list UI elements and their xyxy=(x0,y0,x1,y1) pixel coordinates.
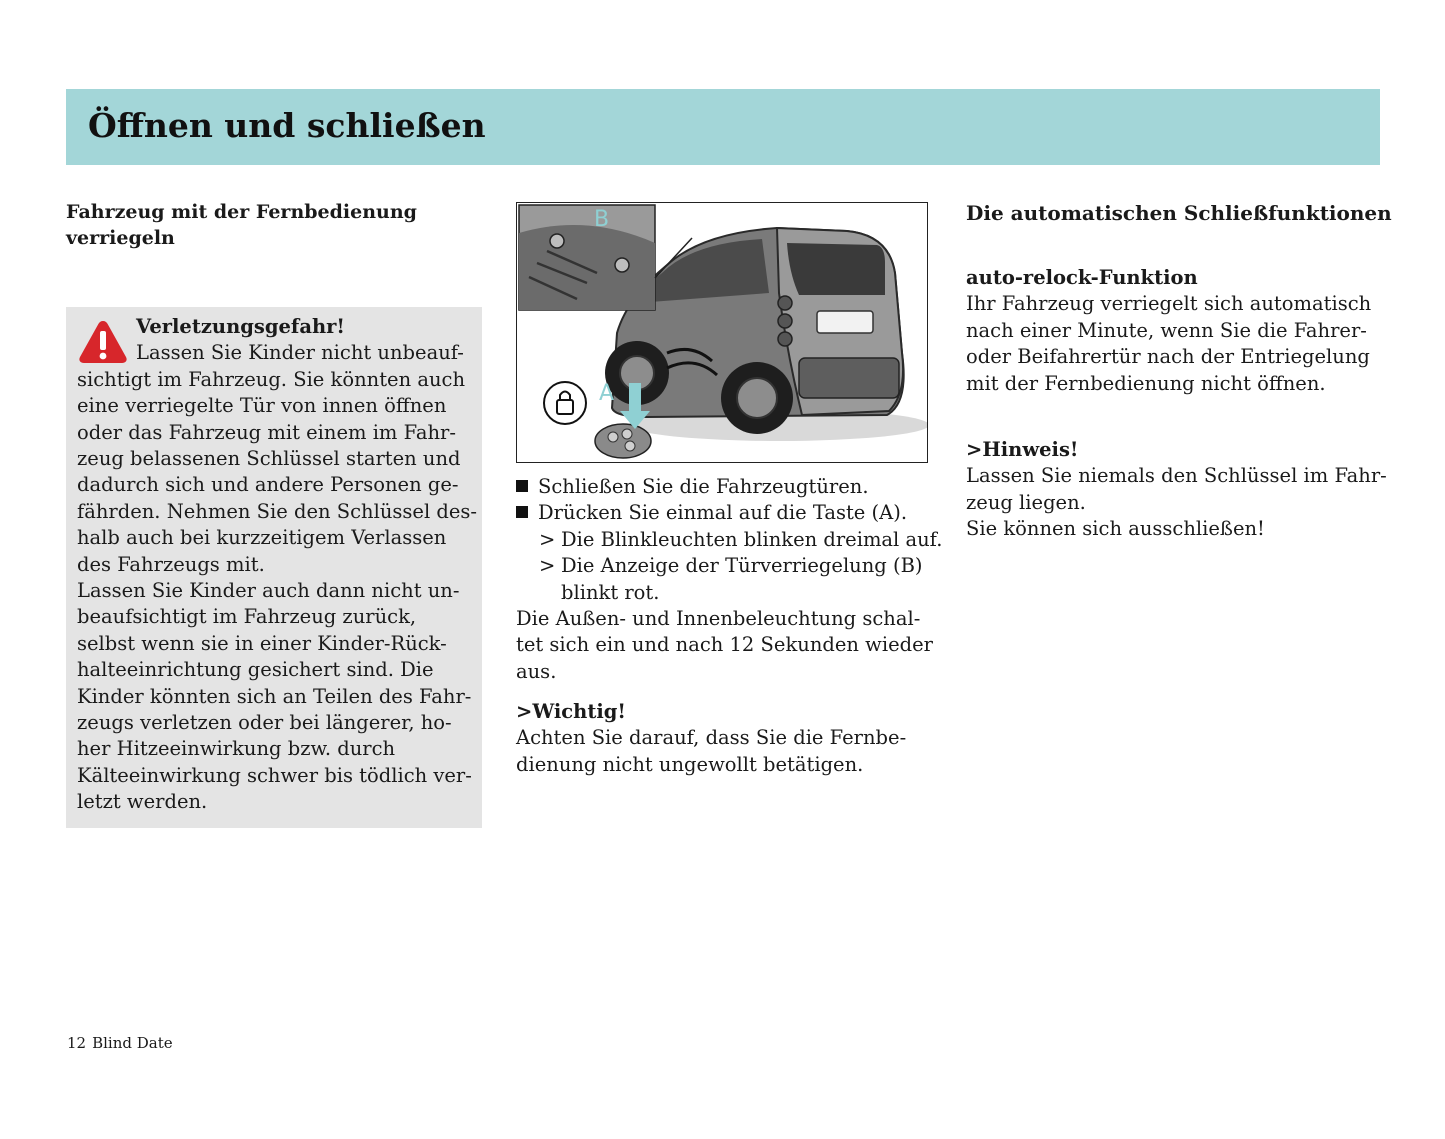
warning-line: Lassen Sie Kinder nicht unbeauf- xyxy=(136,341,464,365)
warning-line: Lassen Sie Kinder auch dann nicht un- xyxy=(77,579,460,603)
note-line: Sie können sich ausschließen! xyxy=(966,517,1265,541)
warning-line: her Hitzeeinwirkung bzw. durch xyxy=(77,737,396,761)
info-line: Die Außen- und Innenbeleuchtung schal- xyxy=(516,607,921,630)
warning-line: zeug belassenen Schlüssel starten und xyxy=(77,447,461,471)
important-block xyxy=(516,699,906,778)
warning-line: eine verriegelte Tür von innen öffnen xyxy=(77,394,447,418)
warning-line: halb auch bei kurzzeitigem Verlassen xyxy=(77,526,447,550)
step-text: Schließen Sie die Fahrzeugtüren. xyxy=(538,475,869,498)
middle-info-block xyxy=(516,606,933,685)
info-line: tet sich ein und nach 12 Sekunden wieder xyxy=(516,633,933,657)
page-title: Öffnen und schließen xyxy=(88,106,486,145)
result-continuation-text: blinkt rot. xyxy=(561,580,660,604)
warning-line: beaufsichtigt im Fahrzeug zurück, xyxy=(77,605,417,629)
note-title: >Hinweis! xyxy=(966,438,1079,461)
info-line: aus. xyxy=(516,659,557,683)
warning-line: oder das Fahrzeug mit einem im Fahr- xyxy=(77,420,456,444)
page-footer xyxy=(67,1033,179,1053)
car-illustration-svg xyxy=(517,203,927,462)
warning-line: halteeinrichtung gesichert sind. Die xyxy=(77,658,434,682)
result-continuation xyxy=(561,580,659,606)
header-band xyxy=(66,89,1380,165)
result-text: Die Anzeige der Türverriegelung (B) xyxy=(561,554,923,578)
warning-line: dadurch sich und andere Personen ge- xyxy=(77,473,459,497)
warning-line: letzt werden. xyxy=(77,790,208,814)
warning-line: Kälteeinwirkung schwer bis tödlich ver- xyxy=(77,763,472,787)
left-heading-line-1: Fahrzeug mit der Fernbedienung xyxy=(66,201,417,223)
auto-relock-line: Ihr Fahrzeug verriegelt sich automatisch xyxy=(966,292,1372,316)
figure-label-a: A xyxy=(599,381,615,406)
auto-relock-block xyxy=(966,265,1371,397)
footer-section-name: Blind Date xyxy=(92,1034,173,1052)
warning-title: Verletzungsgefahr! xyxy=(136,315,345,338)
auto-relock-heading: auto-relock-Funktion xyxy=(966,266,1198,289)
result-item xyxy=(539,553,923,579)
left-section-heading xyxy=(66,199,482,251)
note-line: zeug liegen. xyxy=(966,490,1086,514)
warning-line: zeugs verletzen oder bei längerer, ho- xyxy=(77,711,452,735)
step-text: Drücken Sie einmal auf die Taste (A). xyxy=(538,501,908,525)
important-line: Achten Sie darauf, dass Sie die Fernbe- xyxy=(516,726,907,750)
result-arrow-icon: > xyxy=(539,554,556,578)
result-text: Die Blinkleuchten blinken dreimal auf. xyxy=(561,527,943,551)
warning-text xyxy=(77,314,477,816)
car-locking-illustration xyxy=(516,202,928,463)
auto-relock-line: oder Beifahrertür nach der Entriegelung xyxy=(966,345,1370,369)
warning-line: Kinder könnten sich an Teilen des Fahr- xyxy=(77,684,472,708)
note-block xyxy=(966,437,1387,543)
bullet-square-icon xyxy=(516,506,528,518)
figure-label-b: B xyxy=(594,207,610,232)
result-arrow-icon: > xyxy=(539,527,556,551)
auto-relock-line: mit der Fernbedienung nicht öffnen. xyxy=(966,371,1326,395)
bullet-square-icon xyxy=(516,480,528,492)
page-number: 12 xyxy=(67,1034,87,1052)
result-item xyxy=(539,527,942,553)
warning-box xyxy=(66,307,482,828)
important-line: dienung nicht ungewollt betätigen. xyxy=(516,752,864,776)
warning-line: fährden. Nehmen Sie den Schlüssel des- xyxy=(77,499,478,523)
note-line: Lassen Sie niemals den Schlüssel im Fahr- xyxy=(966,464,1387,488)
left-heading-line-2: verriegeln xyxy=(66,227,175,249)
warning-line: selbst wenn sie in einer Kinder-Rück- xyxy=(77,631,447,655)
auto-relock-line: nach einer Minute, wenn Sie die Fahrer- xyxy=(966,318,1367,342)
right-section-heading: Die automatischen Schließfunktionen xyxy=(966,201,1392,225)
important-title: >Wichtig! xyxy=(516,700,626,723)
warning-line: des Fahrzeugs mit. xyxy=(77,552,265,576)
warning-line: sichtigt im Fahrzeug. Sie könnten auch xyxy=(77,367,466,391)
step-item xyxy=(516,474,869,500)
step-item xyxy=(516,500,907,526)
